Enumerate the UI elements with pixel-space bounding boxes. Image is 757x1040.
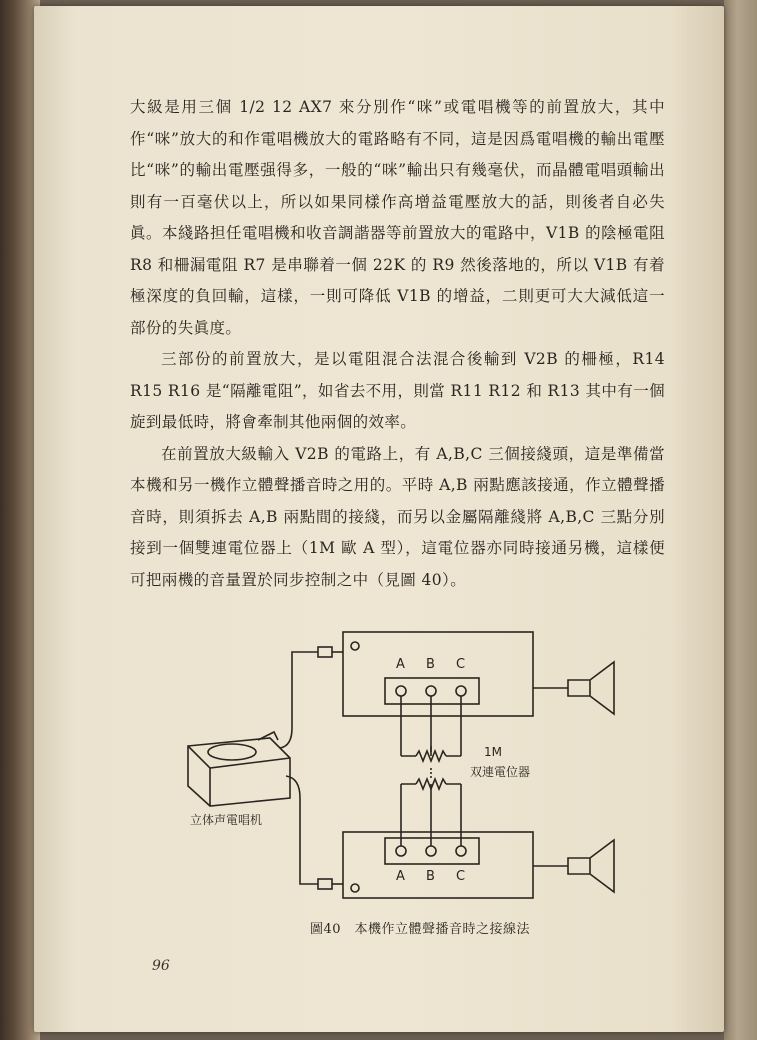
record-player-label: 立体声電唱机 bbox=[190, 813, 263, 827]
terminal-strip-top bbox=[385, 678, 479, 704]
terminal-a-bottom bbox=[396, 846, 406, 856]
speaker-bottom-icon bbox=[533, 840, 614, 892]
pot-value-label: 1M bbox=[484, 745, 502, 759]
terminal-strip-bottom bbox=[385, 838, 479, 864]
speaker-top-icon bbox=[533, 662, 614, 714]
body-text bbox=[130, 92, 665, 596]
wiring-diagram bbox=[180, 628, 640, 910]
page-number: 96 bbox=[152, 958, 170, 974]
label-terminal-a-bottom: A bbox=[396, 869, 405, 884]
terminal-b-bottom bbox=[426, 846, 436, 856]
label-terminal-c-top: C bbox=[456, 657, 466, 672]
label-terminal-b-top: B bbox=[426, 657, 435, 672]
page-edge-stack bbox=[724, 0, 757, 1040]
label-terminal-a-top: A bbox=[396, 657, 405, 672]
paragraph-3: 在前置放大級輸入 V2B 的電路上，有 A,B,C 三個接綫頭，這是準備當本機和另一機作立體聲播音時之用的。平時 A,B 兩點應該接通，作立體聲播音時，則須拆去 A,B 兩點間的接綫，而另以金屬隔離綫將 A,B,C 三點分別接到一個雙連電位器上（1M 歐 A 型），這電位器亦同時接通另機，這樣便可把兩機的音量置於同步控制之中（見圖 40）。 bbox=[130, 444, 665, 589]
terminal-b-top bbox=[426, 686, 436, 696]
figure-caption: 圖40 本機作立體聲播音時之接線法 bbox=[309, 922, 531, 937]
label-terminal-b-bottom: B bbox=[426, 869, 435, 884]
terminal-c-top bbox=[456, 686, 466, 696]
record-player-icon bbox=[188, 738, 290, 806]
cable-top bbox=[280, 652, 318, 748]
paragraph-1: 大級是用三個 1/2 12 AX7 來分別作“咪”或電唱機等的前置放大，其中作“咪”放大的和作電唱機放大的電路略有不同，這是因爲電唱機的輸出電壓比“咪”的輸出電壓强得多，一般的“咪”輸出只有幾毫伏，而晶體電唱頭輸出則有一百毫伏以上，所以如果同樣作高增益電壓放大的話，則後者自必失眞。本綫路担任電唱機和收音調諧器等前置放大的電路中，V1B 的陰極電阻 R8 和柵漏電阻 R7 是串聯着一個 22K 的 R9 然後落地的，所以 V1B 有着極深度的負回輸，這樣，一則可降低 V1B 的增益，二則更可大大減低這一部份的失眞度。 bbox=[130, 98, 665, 337]
paragraph-2: 三部份的前置放大，是以電阻混合法混合後輸到 V2B 的柵極，R14 R15 R16 是“隔離電阻”，如省去不用，則當 R11 R12 和 R13 其中有一個旋到最低時，將會牽制其他兩個的效率。 bbox=[130, 350, 665, 431]
label-terminal-c-bottom: C bbox=[456, 869, 466, 884]
terminal-c-bottom bbox=[456, 846, 466, 856]
pot-label: 双連電位器 bbox=[470, 765, 531, 779]
amplifier-bottom-box bbox=[343, 832, 533, 898]
terminal-a-top bbox=[396, 686, 406, 696]
